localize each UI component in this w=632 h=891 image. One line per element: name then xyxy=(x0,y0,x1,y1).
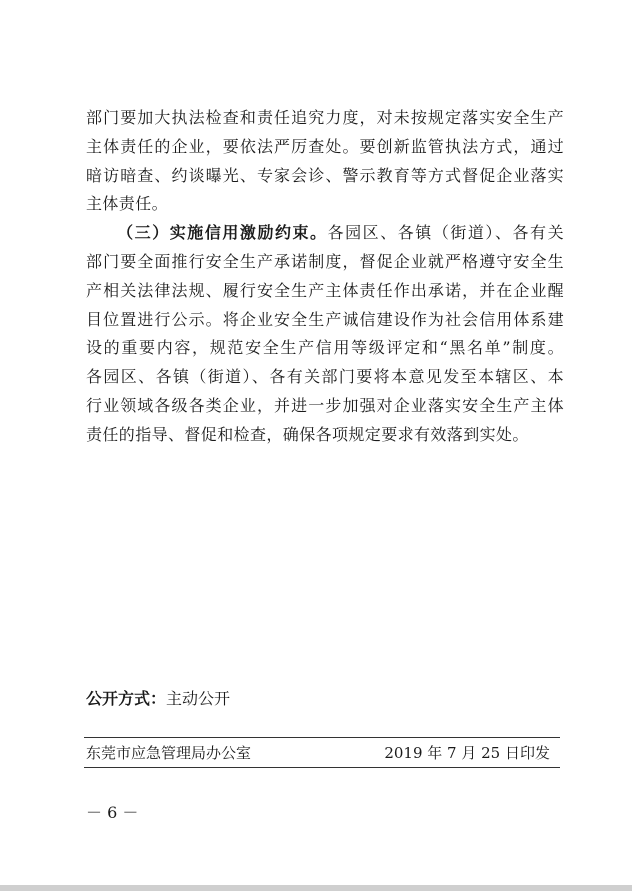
footer-top-rule xyxy=(84,737,560,738)
page-number: － 6 － xyxy=(86,803,139,822)
text-line: 部门要全面推行安全生产承诺制度，督促企业就严格遵守安全生 xyxy=(86,251,564,271)
disclosure-value: 主动公开 xyxy=(166,689,231,708)
paragraph-credit-incentives xyxy=(86,219,564,449)
text-line: 暗访暗查、约谈曝光、专家会诊、警示教育等方式督促企业落实 xyxy=(86,165,564,185)
text-line: 目位置进行公示。将企业安全生产诚信建设作为社会信用体系建 xyxy=(86,309,564,329)
text-line: 各园区、各镇（街道）、各有关部门要将本意见发至本辖区、本 xyxy=(86,367,564,387)
text-line: 主体责任的企业，要依法严厉查处。要创新监管执法方式，通过 xyxy=(86,136,564,156)
text-line: 行业领域各级各类企业，并进一步加强对企业落实安全生产主体 xyxy=(86,395,564,415)
text-line: 设的重要内容，规范安全生产信用等级评定和“黑名单”制度。 xyxy=(86,338,564,358)
page-edge-shadow xyxy=(0,885,632,891)
section-heading: （三）实施信用激励约束。 xyxy=(116,223,328,243)
text-line: 部门要加大执法检查和责任追究力度，对未按规定落实安全生产 xyxy=(86,108,564,127)
text-line: 产相关法律法规、履行安全生产主体责任作出承诺，并在企业醒 xyxy=(86,280,564,300)
text-line: 责任的指导、督促和检查，确保各项规定要求有效落到实处。 xyxy=(86,424,529,444)
text-line xyxy=(86,219,564,248)
paragraph-enforcement xyxy=(86,104,564,219)
issuing-office: 东莞市应急管理局办公室 xyxy=(86,744,252,762)
text-line: 主体责任。 xyxy=(86,194,169,214)
disclosure-label: 公开方式： xyxy=(86,689,167,708)
disclosure-method xyxy=(86,686,230,709)
issue-date: 2019 年 7 月 25 日印发 xyxy=(384,744,550,762)
body-text xyxy=(86,104,564,450)
text-fragment: 各园区、各镇（街道）、各有关 xyxy=(327,223,564,243)
footer-bottom-rule xyxy=(84,767,560,768)
